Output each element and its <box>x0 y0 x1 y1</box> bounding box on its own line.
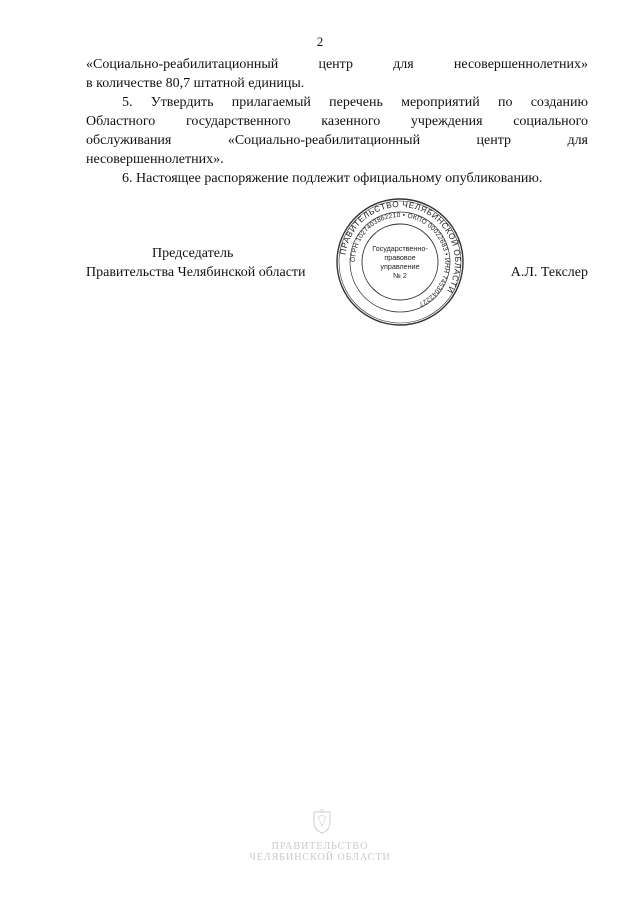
seal-outer-text: ПРАВИТЕЛЬСТВО ЧЕЛЯБИНСКОЙ ОБЛАСТИ <box>338 199 463 295</box>
paragraph-5-line-3: обслуживания «Социально-реабилитационный центр для <box>86 133 588 148</box>
seal-inner-text: ОГРН 1027403862210 • ОКПО 00022683 • ИНН 7453042227 <box>349 211 451 308</box>
footer-watermark-line-1: ПРАВИТЕЛЬСТВО <box>271 841 369 852</box>
signatory-name: А.Л. Текслер <box>510 265 588 280</box>
paragraph-4-line-1: «Социально-реабилитационный центр для несовершеннолетних» <box>86 57 588 72</box>
page-number: 2 <box>316 34 324 49</box>
paragraph-5-line-1: 5. Утвердить прилагаемый перечень мероприятий по созданию <box>122 95 588 110</box>
paragraph-5-line-2: Областного государственного казенного учреждения социального <box>86 114 588 129</box>
official-seal <box>334 196 466 328</box>
coat-of-arms-icon <box>308 808 336 836</box>
document-body <box>86 55 588 188</box>
paragraph-5-line-4: несовершеннолетних». <box>86 152 224 167</box>
paragraph-6: 6. Настоящее распоряжение подлежит официальному опубликованию. <box>122 171 543 186</box>
seal-center-line-2: правовое <box>384 253 416 262</box>
signatory-organization: Правительства Челябинской области <box>86 265 306 280</box>
footer-watermark-line-2: ЧЕЛЯБИНСКОЙ ОБЛАСТИ <box>249 852 391 863</box>
seal-center-line-1: Государственно- <box>372 244 428 253</box>
seal-center-line-3: управление <box>380 262 420 271</box>
paragraph-4-line-2: в количестве 80,7 штатной единицы. <box>86 76 305 91</box>
seal-center-line-4: № 2 <box>393 271 407 280</box>
signatory-title: Председатель <box>152 246 234 261</box>
